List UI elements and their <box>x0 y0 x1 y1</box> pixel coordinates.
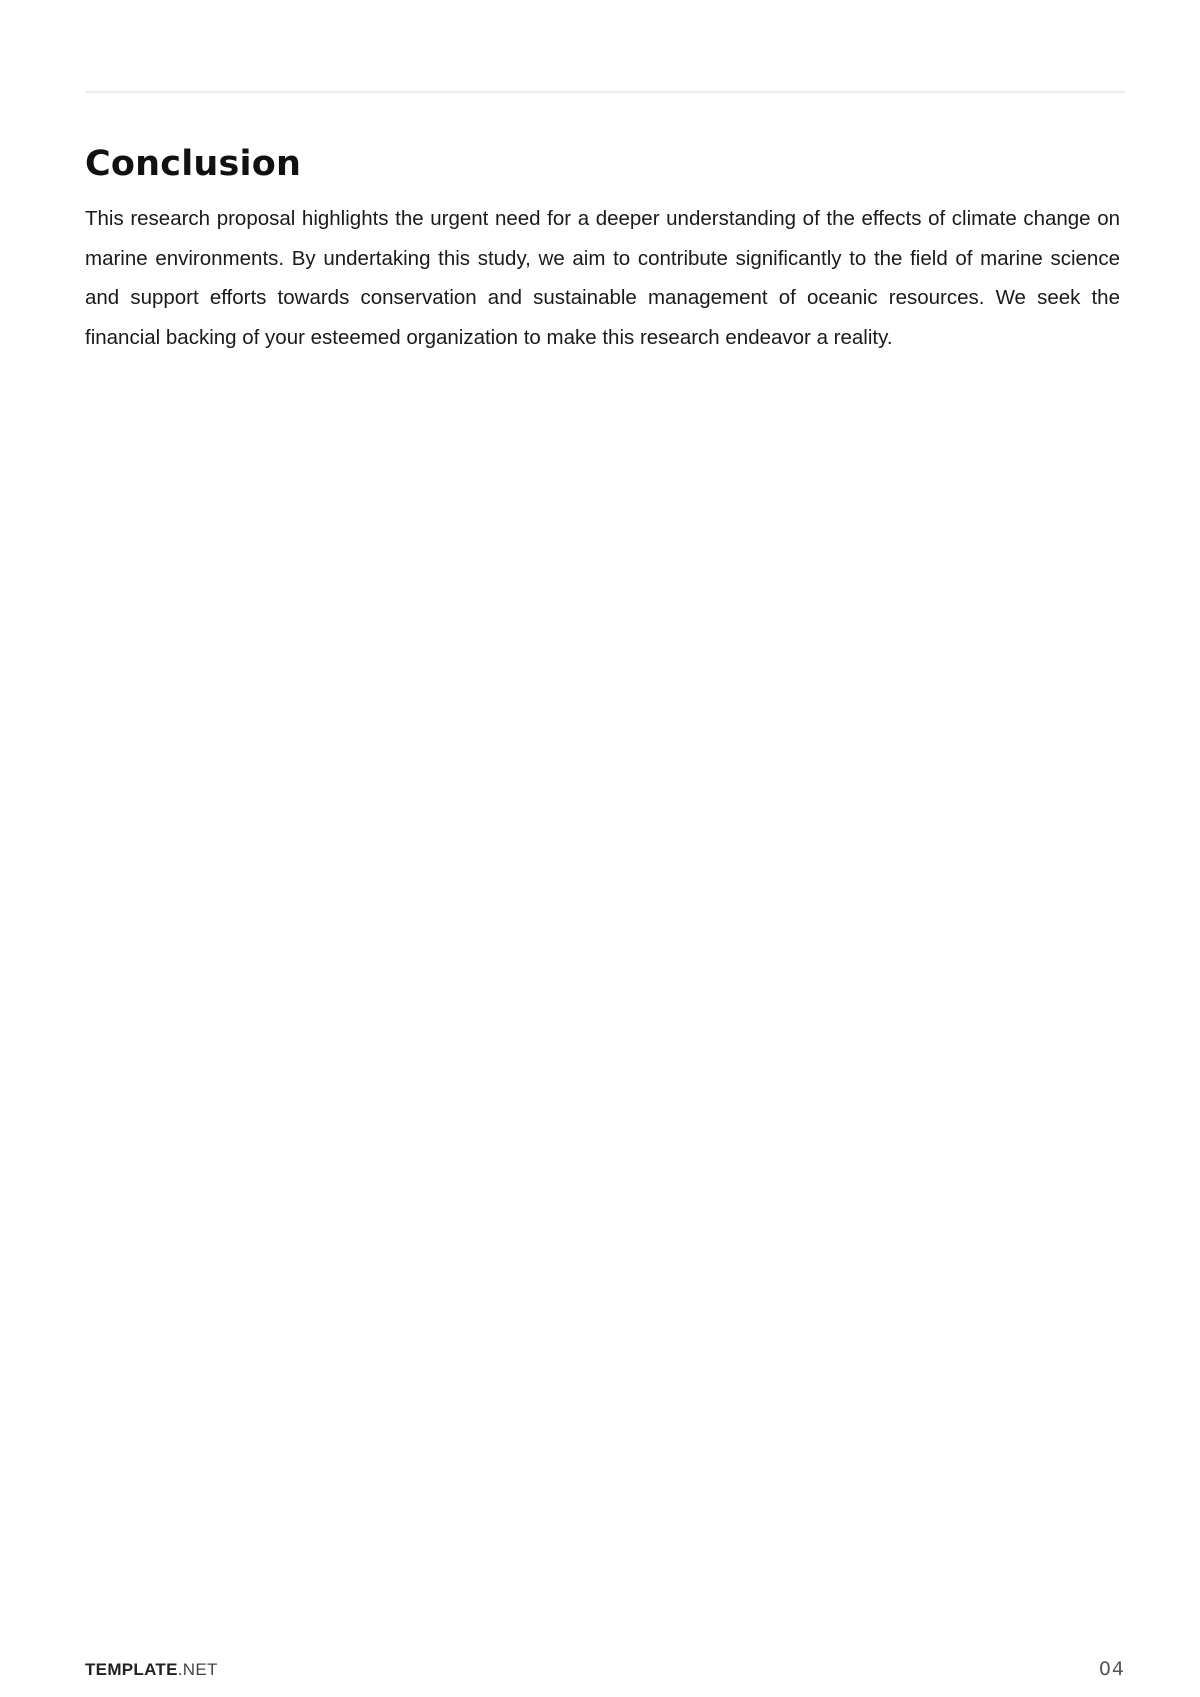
page-number: 04 <box>1098 1658 1125 1680</box>
footer-brand-logo <box>85 1660 218 1680</box>
header-divider <box>85 91 1125 93</box>
section-body-paragraph: This research proposal highlights the urgent need for a deeper understanding of the effects of climate change on marine environments. By undertaking this study, we aim to contribute significantly to the field of marine science and support efforts towards conservation and sustainable management of oceanic resources. We seek the financial backing of your esteemed organization to make this research endeavor a reality. <box>85 207 1120 349</box>
brand-name: TEMPLATE <box>85 1660 178 1679</box>
section-heading: Conclusion <box>85 144 302 184</box>
brand-suffix: .NET <box>177 1660 218 1679</box>
